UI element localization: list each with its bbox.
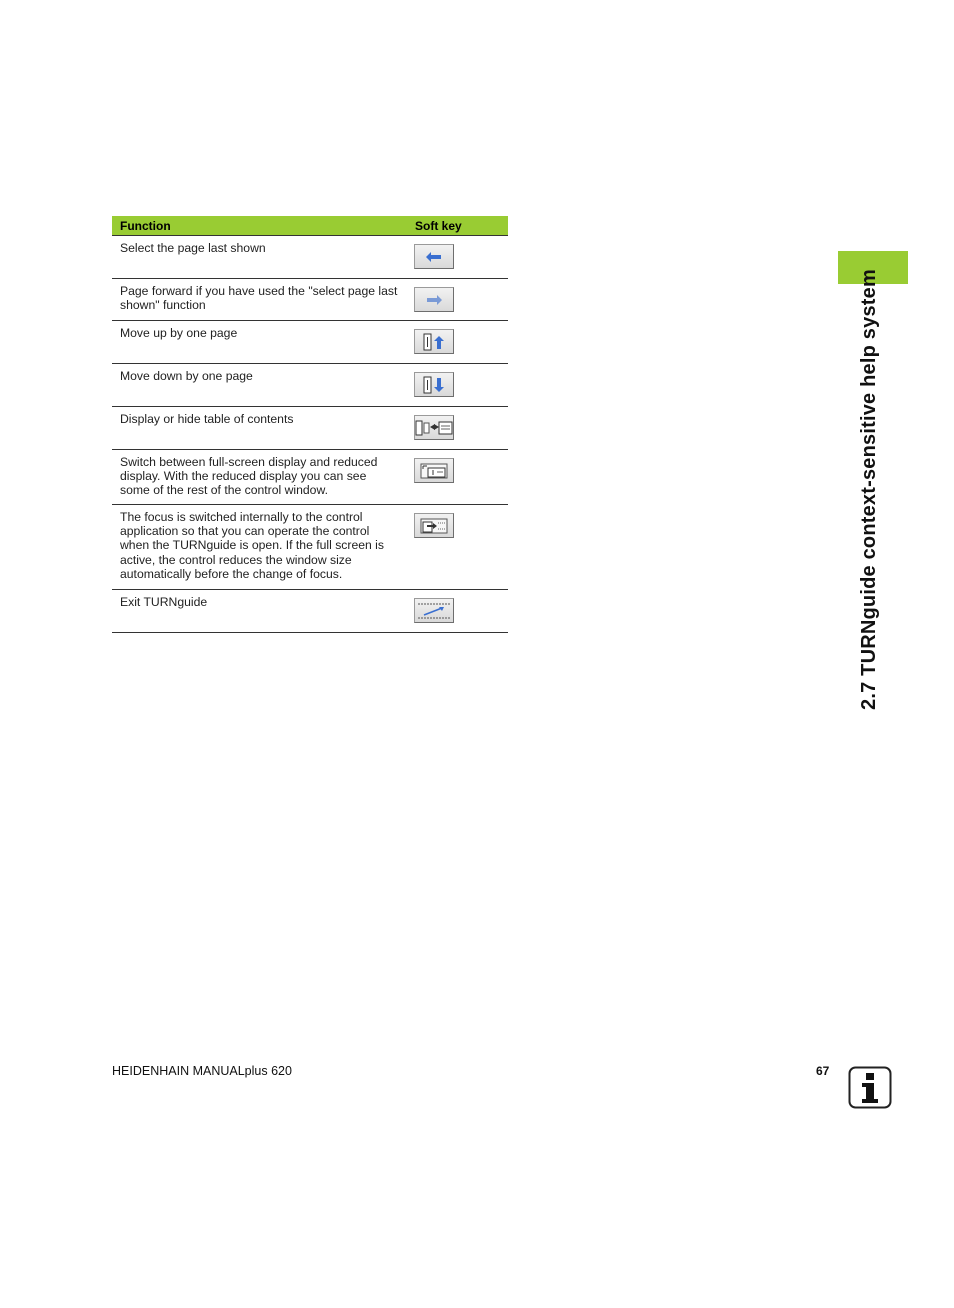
exit-icon — [416, 601, 452, 621]
header-function: Function — [120, 218, 171, 233]
page-number: 67 — [816, 1064, 830, 1078]
window-size-icon — [419, 462, 449, 480]
page-forward-softkey[interactable] — [414, 287, 454, 312]
table-row — [112, 364, 508, 407]
page-up-icon — [421, 333, 447, 351]
function-text: Page forward if you have used the "select page last shown" function — [120, 284, 398, 313]
exit-turnguide-softkey[interactable] — [414, 598, 454, 623]
function-text: Move up by one page — [120, 326, 238, 340]
page-up-softkey[interactable] — [414, 329, 454, 354]
window-size-softkey[interactable] — [414, 458, 454, 483]
function-text: Move down by one page — [120, 369, 253, 383]
table-row — [112, 321, 508, 364]
table-row — [112, 450, 508, 505]
footer-manual-name: HEIDENHAIN MANUALplus 620 — [112, 1064, 292, 1078]
info-icon — [848, 1066, 892, 1109]
header-softkey: Soft key — [415, 218, 462, 233]
function-text: Exit TURNguide — [120, 595, 208, 609]
toggle-toc-softkey[interactable] — [414, 415, 454, 440]
forward-arrow-icon — [425, 294, 443, 306]
section-title: 2.7 TURNguide context-sensitive help system — [858, 269, 880, 710]
table-row — [112, 505, 508, 590]
function-text: Select the page last shown — [120, 241, 266, 255]
table-row — [112, 590, 508, 633]
function-text: Switch between full-screen display and reduced display. With the reduced display you can see some of the rest of the control window. — [120, 455, 378, 498]
page-down-softkey[interactable] — [414, 372, 454, 397]
softkey-table — [112, 216, 508, 633]
page-down-icon — [421, 376, 447, 394]
table-row — [112, 236, 508, 279]
switch-focus-softkey[interactable] — [414, 513, 454, 538]
toggle-toc-icon — [415, 419, 453, 437]
function-text: The focus is switched internally to the control application so that you can operate the control when the TURNguide is open. If the full screen is active, the control reduces the window size automatically before the change of focus. — [120, 510, 384, 581]
function-text: Display or hide table of contents — [120, 412, 294, 426]
table-header — [112, 216, 508, 236]
select-last-page-softkey[interactable] — [414, 244, 454, 269]
table-row — [112, 407, 508, 450]
table-row — [112, 279, 508, 321]
back-arrow-icon — [425, 251, 443, 263]
switch-focus-icon — [419, 517, 449, 535]
